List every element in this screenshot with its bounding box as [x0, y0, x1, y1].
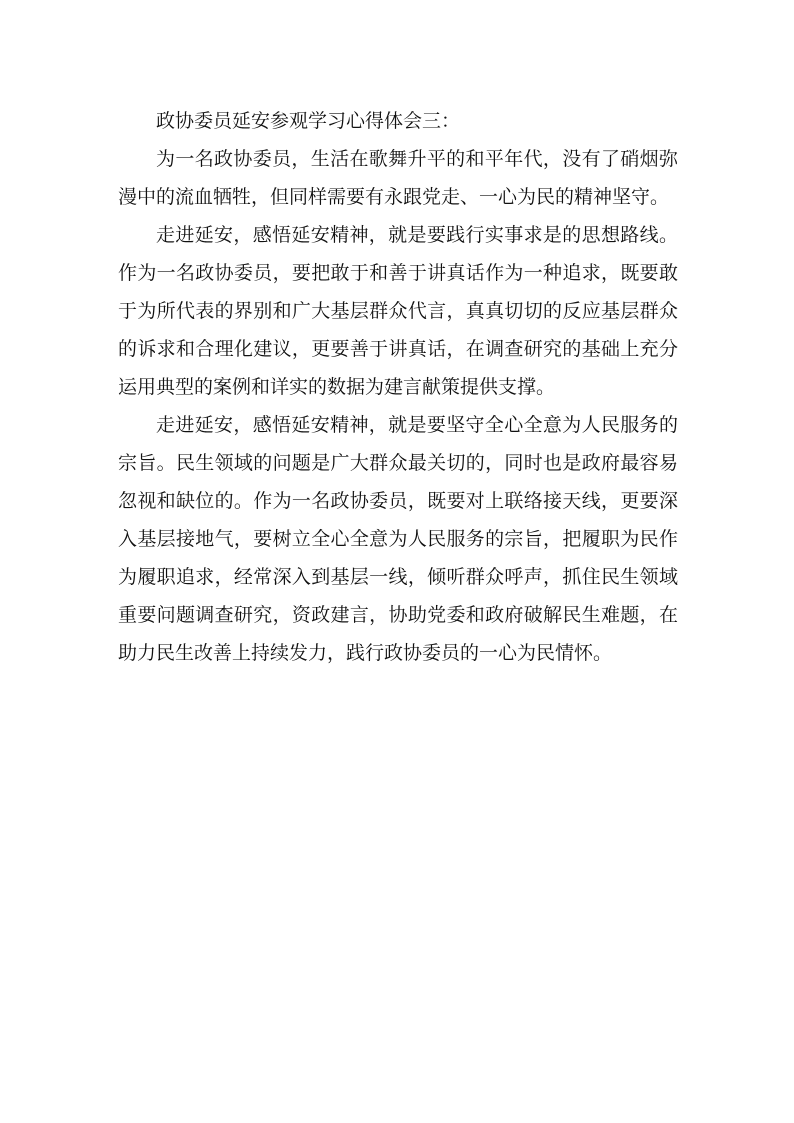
document-body — [118, 102, 678, 672]
document-title: 政协委员延安参观学习心得体会三： — [156, 110, 461, 132]
paragraph-3: 走进延安，感悟延安精神，就是要坚守全心全意为人民服务的宗旨。民生领域的问题是广大群众最关切的，同时也是政府最容易忽视和缺位的。作为一名政协委员，既要对上联络接天线，更要深入基层接地气，要树立全心全意为人民服务的宗旨，把履职为民作为履职追求，经常深入到基层一线，倾听群众呼声，抓住民生领域重要问题调查研究，资政建言，协助党委和政府破解民生难题，在助力民生改善上持续发力，践行政协委员的一心为民情怀。 — [118, 414, 678, 664]
paragraph-1: 为一名政协委员，生活在歌舞升平的和平年代，没有了硝烟弥漫中的流血牺牲，但同样需要有永跟党走、一心为民的精神坚守。 — [118, 148, 678, 208]
paragraph-2: 走进延安，感悟延安精神，就是要践行实事求是的思想路线。作为一名政协委员，要把敢于和善于讲真话作为一种追求，既要敢于为所代表的界别和广大基层群众代言，真真切切的反应基层群众的诉求和合理化建议，更要善于讲真话，在调查研究的基础上充分运用典型的案例和详实的数据为建言献策提供支撑。 — [118, 224, 678, 398]
